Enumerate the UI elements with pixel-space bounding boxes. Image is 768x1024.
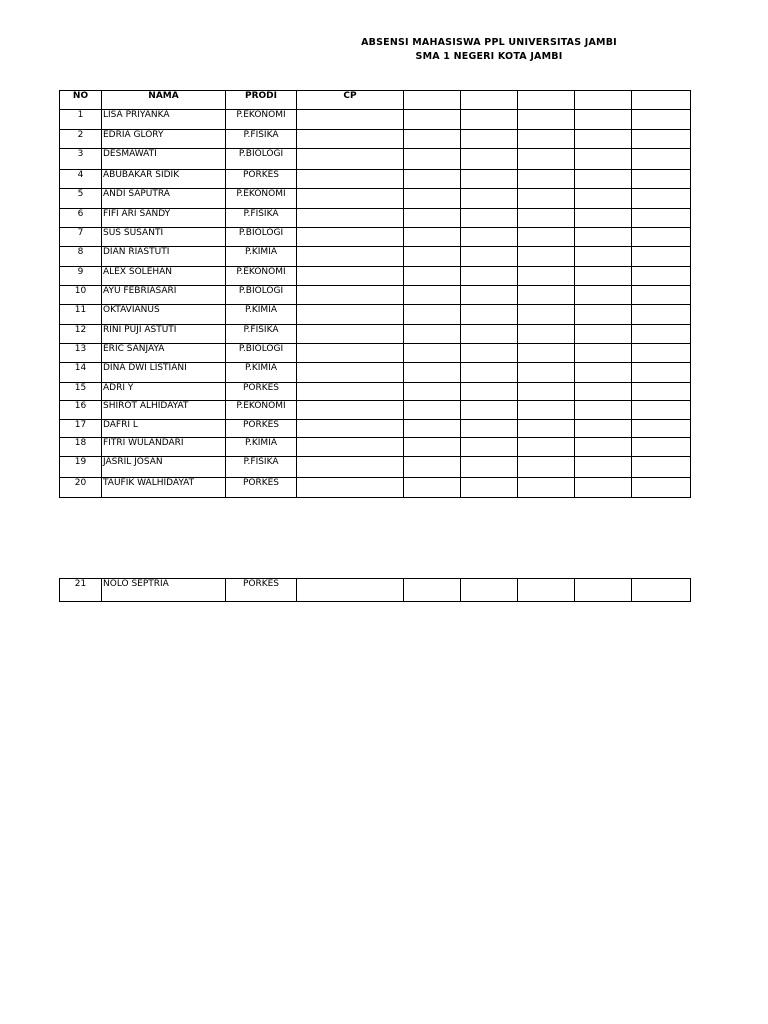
student-name: ABUBAKAR SIDIK: [102, 170, 226, 189]
study-program: P.EKONOMI: [226, 267, 297, 286]
table-row: [60, 110, 691, 130]
attendance-cell: [404, 478, 461, 498]
table-row: [60, 344, 691, 363]
attendance-cell: [461, 228, 518, 247]
study-program: PORKES: [226, 170, 297, 189]
attendance-cell: [518, 401, 575, 420]
attendance-cell: [632, 363, 691, 383]
attendance-cell: [404, 363, 461, 383]
attendance-cell: [461, 209, 518, 228]
student-name: TAUFIK WALHIDAYAT: [102, 478, 226, 498]
cp-cell: [297, 344, 404, 363]
attendance-cell: [518, 420, 575, 438]
attendance-cell: [404, 247, 461, 267]
attendance-cell: [404, 170, 461, 189]
header-no: NO: [60, 91, 102, 110]
attendance-cell: [518, 130, 575, 149]
table-row: [60, 579, 691, 602]
table-row: [60, 286, 691, 305]
cp-cell: [297, 130, 404, 149]
cp-cell: [297, 325, 404, 344]
table-row: [60, 383, 691, 401]
study-program: P.KIMIA: [226, 363, 297, 383]
header-blank: [518, 91, 575, 110]
study-program: P.KIMIA: [226, 247, 297, 267]
table-row: [60, 149, 691, 170]
attendance-cell: [461, 130, 518, 149]
study-program: P.FISIKA: [226, 457, 297, 478]
study-program: P.FISIKA: [226, 130, 297, 149]
attendance-table-extra: [59, 578, 691, 602]
attendance-cell: [518, 209, 575, 228]
attendance-cell: [575, 383, 632, 401]
attendance-cell: [518, 267, 575, 286]
attendance-cell: [632, 209, 691, 228]
attendance-cell: [404, 149, 461, 170]
attendance-table: [59, 90, 691, 498]
student-name: EDRIA GLORY: [102, 130, 226, 149]
study-program: P.BIOLOGI: [226, 149, 297, 170]
attendance-body: [60, 110, 691, 498]
row-number: 19: [60, 457, 102, 478]
attendance-cell: [575, 420, 632, 438]
attendance-cell: [404, 420, 461, 438]
attendance-cell: [461, 286, 518, 305]
attendance-cell: [632, 228, 691, 247]
cp-cell: [297, 305, 404, 325]
attendance-cell: [575, 149, 632, 170]
attendance-cell: [575, 189, 632, 209]
attendance-cell: [518, 478, 575, 498]
table-row: [60, 247, 691, 267]
study-program: P.FISIKA: [226, 325, 297, 344]
cp-cell: [297, 478, 404, 498]
attendance-cell: [404, 383, 461, 401]
cp-cell: [297, 383, 404, 401]
table-row: [60, 170, 691, 189]
table-row: [60, 267, 691, 286]
attendance-cell: [461, 267, 518, 286]
header-cp: CP: [297, 91, 404, 110]
student-name: FIFI ARI SANDY: [102, 209, 226, 228]
student-name: RINI PUJI ASTUTI: [102, 325, 226, 344]
attendance-cell: [632, 478, 691, 498]
study-program: P.KIMIA: [226, 305, 297, 325]
student-name: OKTAVIANUS: [102, 305, 226, 325]
table-row: [60, 209, 691, 228]
attendance-cell: [461, 149, 518, 170]
attendance-cell: [404, 344, 461, 363]
attendance-cell: [404, 438, 461, 457]
row-number: 3: [60, 149, 102, 170]
attendance-cell: [632, 286, 691, 305]
attendance-cell: [575, 267, 632, 286]
row-number: 9: [60, 267, 102, 286]
attendance-cell: [404, 401, 461, 420]
attendance-cell: [632, 325, 691, 344]
attendance-cell: [575, 305, 632, 325]
attendance-cell: [404, 267, 461, 286]
attendance-cell: [575, 344, 632, 363]
student-name: SHIROT ALHIDAYAT: [102, 401, 226, 420]
student-name: AYU FEBRIASARI: [102, 286, 226, 305]
study-program: PORKES: [226, 420, 297, 438]
table-row: [60, 305, 691, 325]
attendance-cell: [632, 438, 691, 457]
study-program: P.EKONOMI: [226, 401, 297, 420]
attendance-cell: [404, 305, 461, 325]
study-program: P.EKONOMI: [226, 189, 297, 209]
attendance-cell: [404, 228, 461, 247]
student-name: DIAN RIASTUTI: [102, 247, 226, 267]
student-name: NOLO SEPTRIA: [102, 579, 226, 602]
header-blank: [404, 91, 461, 110]
cp-cell: [297, 438, 404, 457]
attendance-cell: [404, 579, 461, 602]
attendance-cell: [404, 130, 461, 149]
attendance-cell: [518, 228, 575, 247]
attendance-cell: [518, 457, 575, 478]
row-number: 21: [60, 579, 102, 602]
attendance-cell: [575, 438, 632, 457]
document-title: ABSENSI MAHASISWA PPL UNIVERSITAS JAMBI: [361, 37, 617, 48]
cp-cell: [297, 247, 404, 267]
attendance-cell: [575, 130, 632, 149]
attendance-cell: [632, 247, 691, 267]
attendance-cell: [632, 110, 691, 130]
row-number: 16: [60, 401, 102, 420]
attendance-cell: [461, 438, 518, 457]
attendance-cell: [632, 420, 691, 438]
table-row: [60, 130, 691, 149]
cp-cell: [297, 110, 404, 130]
cp-cell: [297, 401, 404, 420]
attendance-cell: [518, 149, 575, 170]
attendance-cell: [518, 344, 575, 363]
cp-cell: [297, 228, 404, 247]
student-name: ADRI Y: [102, 383, 226, 401]
attendance-cell: [404, 457, 461, 478]
header-blank: [461, 91, 518, 110]
row-number: 10: [60, 286, 102, 305]
student-name: ALEX SOLEHAN: [102, 267, 226, 286]
cp-cell: [297, 286, 404, 305]
attendance-cell: [461, 478, 518, 498]
header-blank: [632, 91, 691, 110]
attendance-cell: [575, 401, 632, 420]
attendance-cell: [518, 247, 575, 267]
row-number: 2: [60, 130, 102, 149]
row-number: 1: [60, 110, 102, 130]
attendance-cell: [461, 579, 518, 602]
student-name: DINA DWI LISTIANI: [102, 363, 226, 383]
student-name: JASRIL JOSAN: [102, 457, 226, 478]
attendance-cell: [518, 305, 575, 325]
attendance-cell: [632, 457, 691, 478]
attendance-cell: [461, 344, 518, 363]
row-number: 4: [60, 170, 102, 189]
cp-cell: [297, 579, 404, 602]
row-number: 11: [60, 305, 102, 325]
attendance-cell: [461, 305, 518, 325]
attendance-cell: [404, 189, 461, 209]
attendance-cell: [575, 325, 632, 344]
attendance-cell: [404, 110, 461, 130]
attendance-cell: [461, 363, 518, 383]
attendance-cell: [518, 189, 575, 209]
row-number: 18: [60, 438, 102, 457]
attendance-extra-body: [60, 579, 691, 602]
attendance-cell: [518, 363, 575, 383]
study-program: P.BIOLOGI: [226, 228, 297, 247]
row-number: 8: [60, 247, 102, 267]
attendance-cell: [575, 110, 632, 130]
table-row: [60, 420, 691, 438]
student-name: LISA PRIYANKA: [102, 110, 226, 130]
attendance-cell: [632, 267, 691, 286]
attendance-cell: [404, 325, 461, 344]
attendance-cell: [632, 130, 691, 149]
row-number: 12: [60, 325, 102, 344]
attendance-cell: [461, 189, 518, 209]
attendance-cell: [575, 286, 632, 305]
attendance-cell: [461, 247, 518, 267]
header-prodi: PRODI: [226, 91, 297, 110]
student-name: SUS SUSANTI: [102, 228, 226, 247]
cp-cell: [297, 170, 404, 189]
student-name: ERIC SANJAYA: [102, 344, 226, 363]
cp-cell: [297, 189, 404, 209]
study-program: P.BIOLOGI: [226, 344, 297, 363]
student-name: DAFRI L: [102, 420, 226, 438]
attendance-cell: [632, 305, 691, 325]
student-name: ANDI SAPUTRA: [102, 189, 226, 209]
attendance-cell: [575, 363, 632, 383]
attendance-cell: [632, 149, 691, 170]
table-row: [60, 189, 691, 209]
cp-cell: [297, 457, 404, 478]
attendance-cell: [632, 383, 691, 401]
attendance-cell: [632, 344, 691, 363]
attendance-cell: [518, 286, 575, 305]
attendance-cell: [575, 247, 632, 267]
study-program: PORKES: [226, 383, 297, 401]
row-number: 15: [60, 383, 102, 401]
attendance-cell: [461, 110, 518, 130]
header-nama: NAMA: [102, 91, 226, 110]
attendance-cell: [461, 401, 518, 420]
cp-cell: [297, 267, 404, 286]
attendance-cell: [518, 579, 575, 602]
attendance-cell: [575, 228, 632, 247]
attendance-cell: [404, 286, 461, 305]
table-row: [60, 478, 691, 498]
attendance-cell: [575, 170, 632, 189]
row-number: 17: [60, 420, 102, 438]
attendance-cell: [575, 209, 632, 228]
row-number: 13: [60, 344, 102, 363]
attendance-cell: [575, 478, 632, 498]
table-row: [60, 325, 691, 344]
attendance-cell: [404, 209, 461, 228]
attendance-cell: [461, 170, 518, 189]
attendance-cell: [461, 383, 518, 401]
attendance-cell: [518, 170, 575, 189]
attendance-cell: [518, 110, 575, 130]
row-number: 20: [60, 478, 102, 498]
study-program: P.FISIKA: [226, 209, 297, 228]
row-number: 5: [60, 189, 102, 209]
cp-cell: [297, 363, 404, 383]
attendance-cell: [632, 189, 691, 209]
row-number: 7: [60, 228, 102, 247]
attendance-cell: [575, 579, 632, 602]
student-name: FITRI WULANDARI: [102, 438, 226, 457]
header-row: [60, 91, 691, 110]
attendance-cell: [518, 438, 575, 457]
header-blank: [575, 91, 632, 110]
attendance-cell: [461, 420, 518, 438]
attendance-cell: [632, 401, 691, 420]
table-row: [60, 401, 691, 420]
study-program: PORKES: [226, 478, 297, 498]
study-program: P.KIMIA: [226, 438, 297, 457]
attendance-cell: [461, 325, 518, 344]
table-row: [60, 363, 691, 383]
table-row: [60, 228, 691, 247]
attendance-cell: [518, 325, 575, 344]
study-program: PORKES: [226, 579, 297, 602]
cp-cell: [297, 209, 404, 228]
table-row: [60, 457, 691, 478]
attendance-cell: [632, 170, 691, 189]
student-name: DESMAWATI: [102, 149, 226, 170]
study-program: P.EKONOMI: [226, 110, 297, 130]
cp-cell: [297, 420, 404, 438]
document-subtitle: SMA 1 NEGERI KOTA JAMBI: [415, 51, 563, 62]
attendance-cell: [461, 457, 518, 478]
row-number: 14: [60, 363, 102, 383]
row-number: 6: [60, 209, 102, 228]
attendance-cell: [632, 579, 691, 602]
cp-cell: [297, 149, 404, 170]
attendance-cell: [575, 457, 632, 478]
table-row: [60, 438, 691, 457]
attendance-cell: [518, 383, 575, 401]
study-program: P.BIOLOGI: [226, 286, 297, 305]
